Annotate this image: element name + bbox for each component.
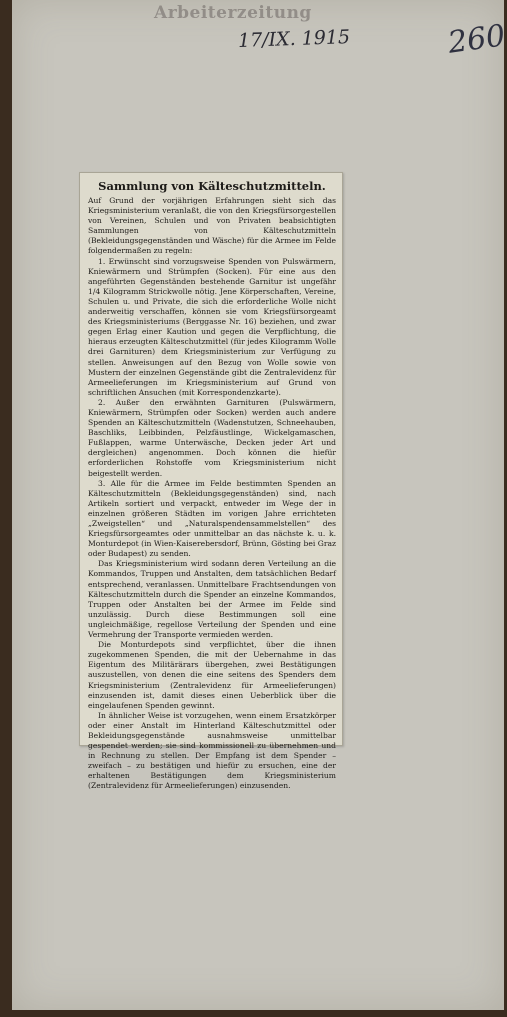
handwritten-number: 260 (445, 18, 507, 61)
archive-sheet (12, 0, 507, 1010)
newspaper-clipping (79, 172, 343, 791)
article-paragraph: Die Monturdepots sind verpflichtet, über die ihnen zugekommenen Spenden, die mit der Uebernahme in das Eigentum des Militärärars übergehen, zwei Bestätigungen auszustellen, von denen die eine seitens des Spenders dem Kriegsministerium (Zentralevidenz für Armeelieferungen) einzusenden ist, damit dieses einen Ueberblick über die eingelaufenen Spenden gewinnt. (88, 640, 336, 710)
article-paragraph: 1. Erwünscht sind vorzugsweise Spenden von Pulswärmern, Kniewärmern und Strümpfen (Socken). Für eine aus den angeführten Gegenständen bestehende Garnitur ist ungefähr 1/4 Kilogramm Strickwolle nötig. Jene Körperschaften, Vereine, Schulen u. und Private, die sich die erforderliche Wolle nicht anderweitig verschaffen, können sie vom Kriegsfürsorgeamt des Kriegsministeriums (Berggasse Nr. 16) beziehen, und zwar gegen Erlag einer Kaution und gegen die Verpflichtung, die hieraus erzeugten Kälteschutzmittel (für jedes Kilogramm Wolle drei Garnituren) dem Kriegsministerium zur Verfügung zu stellen. Anweisungen auf den Bezug von Wolle sowie von Mustern der einzelnen Gegenstände gibt die Zentralevidenz für Armeelieferungen im Kriegsministerium auf Grund von schriftlichen Ansuchen (mit Korrespondenzkarte). (88, 256, 336, 397)
newspaper-stamp: Arbeiterzeitung (154, 3, 312, 23)
article-paragraph: Auf Grund der vorjährigen Erfahrungen sieht sich das Kriegsministerium veranlaßt, die von den Kriegsfürsorgestellen von Vereinen, Schulen und von Privaten beabsichtigten Sammlungen von Kälteschutzmitteln (Bekleidungsgegenständen und Wäsche) für die Armee im Felde folgendermaßen zu regeln: (88, 196, 336, 256)
article-title: Sammlung von Kälteschutzmitteln. (98, 179, 326, 193)
article-paragraph: Das Kriegsministerium wird sodann deren Verteilung an die Kommandos, Truppen und Anstalten, dem tatsächlichen Bedarf entsprechend, veranlassen. Unmittelbare Frachtsendungen von Kälteschutzmitteln durch die Spender an einzelne Kommandos, Truppen oder Anstalten bei der Armee im Felde sind unzulässig. Durch diese Bestimmungen soll eine ungleichmäßige, regellose Verteilung der Spenden und eine Vermehrung der Transporte vermieden werden. (88, 559, 336, 640)
article-paragraph: In ähnlicher Weise ist vorzugehen, wenn einem Ersatzkörper oder einer Anstalt im Hinterland Kälteschutzmittel oder Bekleidungsgegenstände ausnahmsweise unmittelbar gespendet werden; sie sind kommissionell zu übernehmen und in Rechnung zu stellen. Der Empfang ist dem Spender – zweifach – zu bestätigen und hiefür zu ersuchen, eine der erhaltenen Bestätigungen dem Kriegsministerium (Zentralevidenz für Armeelieferungen) einzusenden. (88, 710, 336, 791)
article-paragraph: 3. Alle für die Armee im Felde bestimmten Spenden an Kälteschutzmitteln (Bekleidungsgegenständen) sind, nach Artikeln sortiert und verpackt, entweder im Wege der in einzelnen größeren Städten im vorigen Jahre errichteten „Zweigstellen“ und „Naturalspendensammelstellen“ des Kriegsfürsorgeamtes oder unmittelbar an das nächste k. u. k. Monturdepot (in Wien-Kaiserebersdorf, Brünn, Gösting bei Graz oder Budapest) zu senden. (88, 478, 336, 559)
article-paragraph: 2. Außer den erwähnten Garnituren (Pulswärmern, Kniewärmern, Strümpfen oder Socken) werden auch andere Spenden an Kälteschutzmitteln (Wadenstutzen, Schneehauben, Baschliks, Leibbinden, Pelzfäustlinge, Wickelgamaschen, Fußlappen, warme Unterwäsche, Decken jeder Art und dergleichen) angenommen. Doch können die hiefür erforderlichen Rohstoffe vom Kriegsministerium nicht beigestellt werden. (88, 397, 336, 478)
handwritten-date: 17/IX. 1915 (237, 26, 351, 52)
